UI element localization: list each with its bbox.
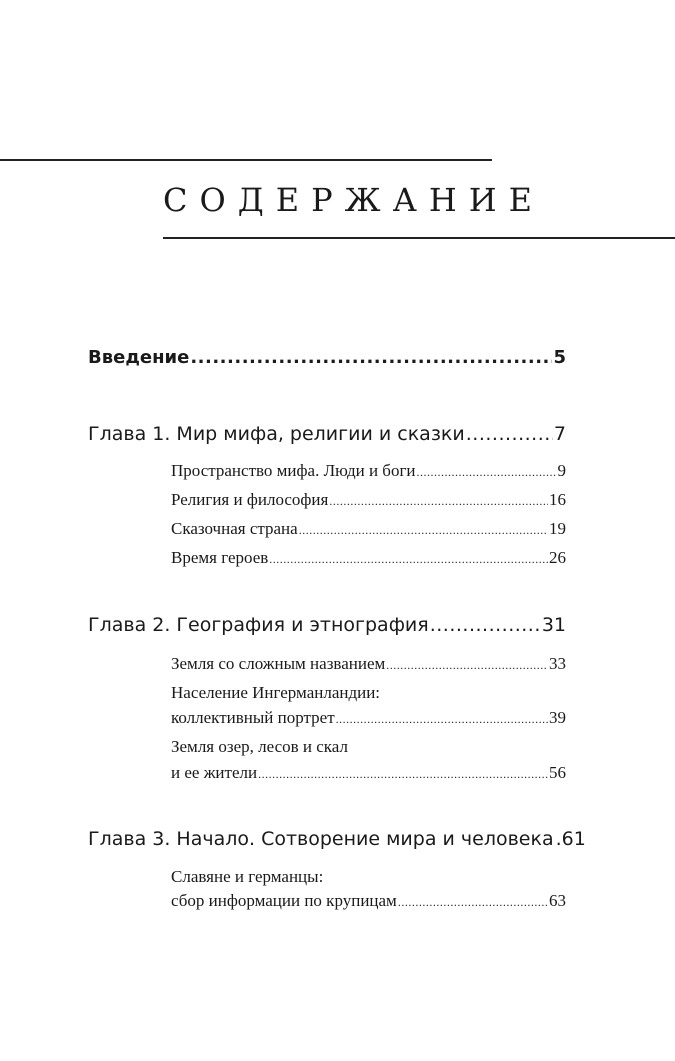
toc-page-number: 39 (549, 708, 566, 727)
toc-page-number: 63 (549, 891, 566, 910)
toc-page-number: 19 (549, 519, 566, 538)
toc-entry-chapter-1[interactable] (88, 421, 566, 447)
dot-leader (417, 461, 557, 483)
toc-entry-label: Введение (88, 347, 190, 368)
toc-entry-label: Глава 1. Мир мифа, религии и сказки (88, 423, 465, 445)
toc-page-number: 9 (557, 461, 566, 480)
toc-page-number: 7 (553, 423, 566, 445)
toc-page-number: 26 (549, 548, 566, 567)
toc-subentry[interactable] (171, 547, 566, 570)
dot-leader (258, 763, 548, 785)
toc-entry-chapter-3[interactable] (88, 826, 586, 852)
toc-subentry-first-line: Земля озер, лесов и скал (171, 737, 348, 756)
toc-subentry[interactable] (171, 653, 566, 676)
dot-leader (190, 345, 552, 371)
toc-subentry-label: Земля со сложным названием (171, 654, 386, 673)
toc-subentry[interactable] (171, 460, 566, 483)
title-rule-top (0, 159, 492, 161)
toc-subentry-label: Время героев (171, 548, 269, 567)
toc-subentry-first-line: Славяне и германцы: (171, 867, 324, 886)
toc-subentry-label: сбор информации по крупицам (171, 891, 397, 910)
toc-entry-label: Глава 3. Начало. Сотворение мира и человека (88, 828, 554, 850)
toc-subentry-label: Религия и философия (171, 490, 329, 509)
toc-page-number: .61 (555, 828, 586, 850)
toc-page-number: 56 (549, 763, 566, 782)
toc-subentry[interactable] (171, 707, 566, 730)
toc-page-number: 33 (549, 654, 566, 673)
dot-leader (398, 891, 548, 913)
toc-subentry[interactable] (171, 518, 566, 541)
title-rule-bottom (163, 237, 675, 239)
toc-subentry-label: и ее жители (171, 763, 258, 782)
dot-leader (466, 421, 553, 447)
dot-leader (329, 490, 548, 512)
toc-subentry-label: Пространство мифа. Люди и боги (171, 461, 416, 480)
toc-page-number: 16 (549, 490, 566, 509)
toc-page-number: 5 (553, 347, 566, 368)
toc-subentry[interactable] (171, 890, 566, 913)
toc-entry-label: Глава 2. География и этнография (88, 614, 429, 636)
toc-subentry-label: Сказочная страна (171, 519, 298, 538)
dot-leader (386, 654, 548, 676)
toc-subentry[interactable] (171, 762, 566, 785)
toc-entry-introduction[interactable] (88, 345, 566, 371)
toc-subentry[interactable] (171, 489, 566, 512)
page-title: СОДЕРЖАНИЕ (163, 181, 544, 219)
toc-subentry-label: коллективный портрет (171, 708, 335, 727)
dot-leader (336, 708, 548, 730)
toc-entry-chapter-2[interactable] (88, 612, 566, 638)
toc-subentry-first-line: Население Ингерманландии: (171, 683, 381, 702)
dot-leader (299, 519, 548, 541)
dot-leader (430, 612, 541, 638)
dot-leader (269, 548, 548, 570)
toc-page-number: 31 (541, 614, 566, 636)
